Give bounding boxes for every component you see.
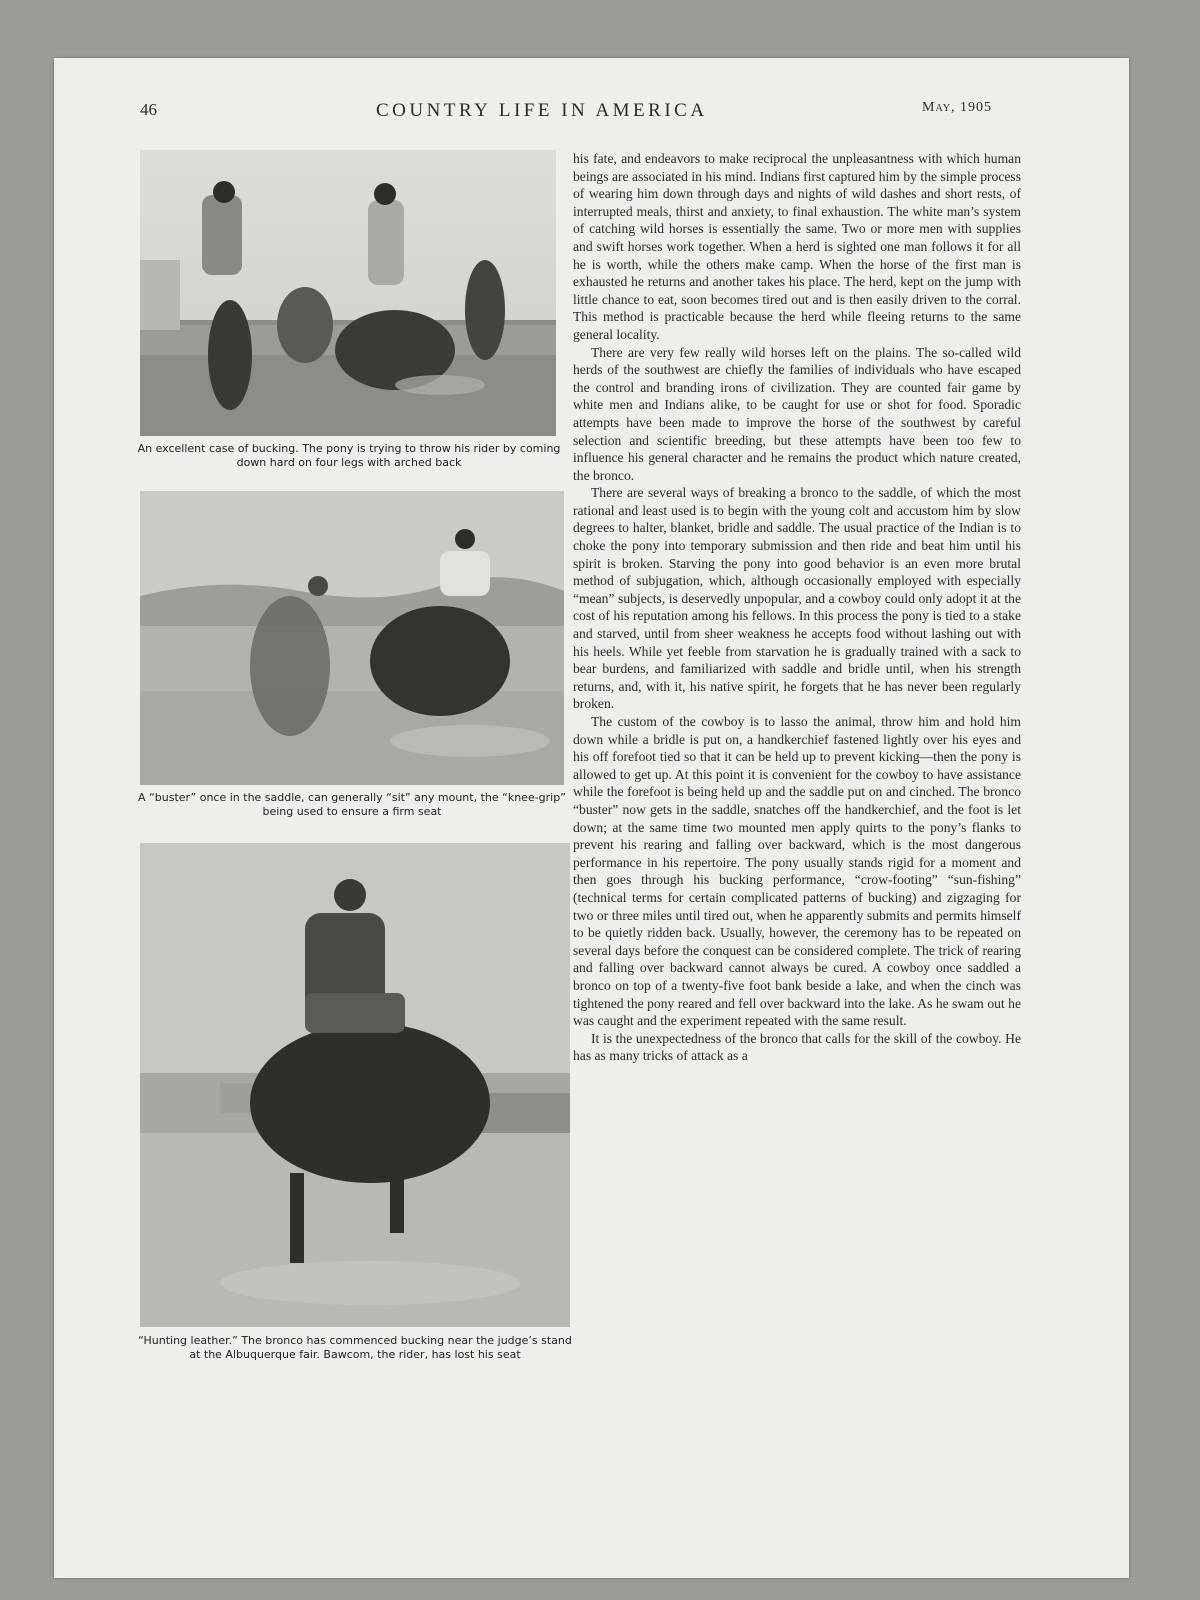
issue-date: May, 1905 bbox=[922, 100, 992, 115]
magazine-page bbox=[54, 58, 1129, 1578]
photo-bucking-group bbox=[140, 150, 556, 436]
article-paragraph: his fate, and endeavors to make reciprocal the unpleasantness with which human beings are associated in his mind. Indians first captured him by the simple process of wearing him down through days and nights of wild dashes and short rests, of interrupted meals, thirst and anxiety, to final exhaustion. The white man’s system of catching wild horses is essentially the same. Two or more men with supplies and swift horses work together. When a herd is sighted one man follows it for all he is worth, while the others make camp. When the horse of the first man is exhausted he returns and another takes his place. The herd, kept on the jump with little chance to eat, soon becomes tired out and is then easily driven to the corral. This method is practicable because the herd while fleeing returns to the same general locality. bbox=[573, 151, 1021, 342]
caption-photo-1: An excellent case of bucking. The pony is trying to throw his rider by coming down hard on four legs with arched back bbox=[137, 442, 561, 469]
article-paragraph: There are very few really wild horses left on the plains. The so-called wild herds of the southwest are chiefly the families of individuals who have escaped the control and branding irons of civilization. They are counted fair game by white men and Indians alike, to be caught for use or shot for food. Sporadic attempts have been made to improve the horse of the southwest by careful selection and scientific breeding, but these attempts have been too few to influence his general character and he remains the product which nature created, the bronco. bbox=[573, 344, 1021, 483]
article-paragraph: There are several ways of breaking a bronco to the saddle, of which the most rational and least used is to begin with the young colt and accustom him by slow degrees to halter, blanket, bridle and saddle. The usual practice of the Indian is to choke the pony into temporary submission and then ride and beat him until his spirit is broken. Starving the pony into good behavior is an even more brutal method of subjugation, which, although occasionally employed with especially “mean” subjects, is deservedly unpopular, and a cowboy could only adopt it at the cost of his reputation among his fellows. In this process the pony is tied to a stake and starved, until from sheer weakness he accepts food without lashing out with his heels. While yet feeble from starvation he is gradually trained with a sack to bear burdens, and familiarized with saddle and bridle until, when his strength returns, and, with it, his native spirit, he forgets that he has never been regularly broken. bbox=[573, 485, 1021, 712]
article-paragraph: The custom of the cowboy is to lasso the animal, throw him and hold him down while a bridle is put on, a handkerchief fastened lightly over his eyes and his off forefoot tied so that it can be held up to prevent kicking—then the pony is allowed to get up. At this point it is convenient for the cowboy to have assistance while the forefoot is being held up and the saddle put on and cinched. The bronco “buster” now gets in the saddle, snatches off the handkerchief, and the foot is let down; at the same time two mounted men apply quirts to the pony’s flanks to prevent his rearing and falling over backward, which is the most dangerous performance in his repertoire. The pony usually stands rigid for a moment and then goes through his bucking performance, “crow-footing” “sun-fishing” (technical terms for certain complicated patterns of bucking) and zigzaging for two or three miles until tired out, when he apparently submits and permits himself to be quietly ridden back. Usually, however, the ceremony has to be repeated on several days before the conquest can be considered complete. The trick of rearing and falling over backward cannot always be cured. A cowboy once saddled a bronco on top of a twenty-five foot bank beside a lake, and when the cinch was tightened the pony reared and fell over backward into the lake. As he swam out he was caught and the experiment repeated with the same result. bbox=[573, 714, 1021, 1029]
article-text-column bbox=[573, 150, 1021, 1065]
photo-hunting-leather bbox=[140, 843, 570, 1327]
magazine-title: COUNTRY LIFE IN AMERICA bbox=[376, 100, 708, 121]
article-paragraph: It is the unexpectedness of the bronco that calls for the skill of the cowboy. He has as many tricks of attack as a bbox=[573, 1030, 1021, 1064]
caption-photo-2: A “buster” once in the saddle, can generally “sit” any mount, the “knee-grip” being used to ensure a firm seat bbox=[138, 791, 566, 818]
page-number: 46 bbox=[140, 100, 157, 119]
photo-buster-in-saddle bbox=[140, 491, 564, 785]
caption-photo-3: “Hunting leather.” The bronco has commenced bucking near the judge’s stand at the Albuquerque fair. Bawcom, the rider, has lost his seat bbox=[138, 1334, 572, 1361]
